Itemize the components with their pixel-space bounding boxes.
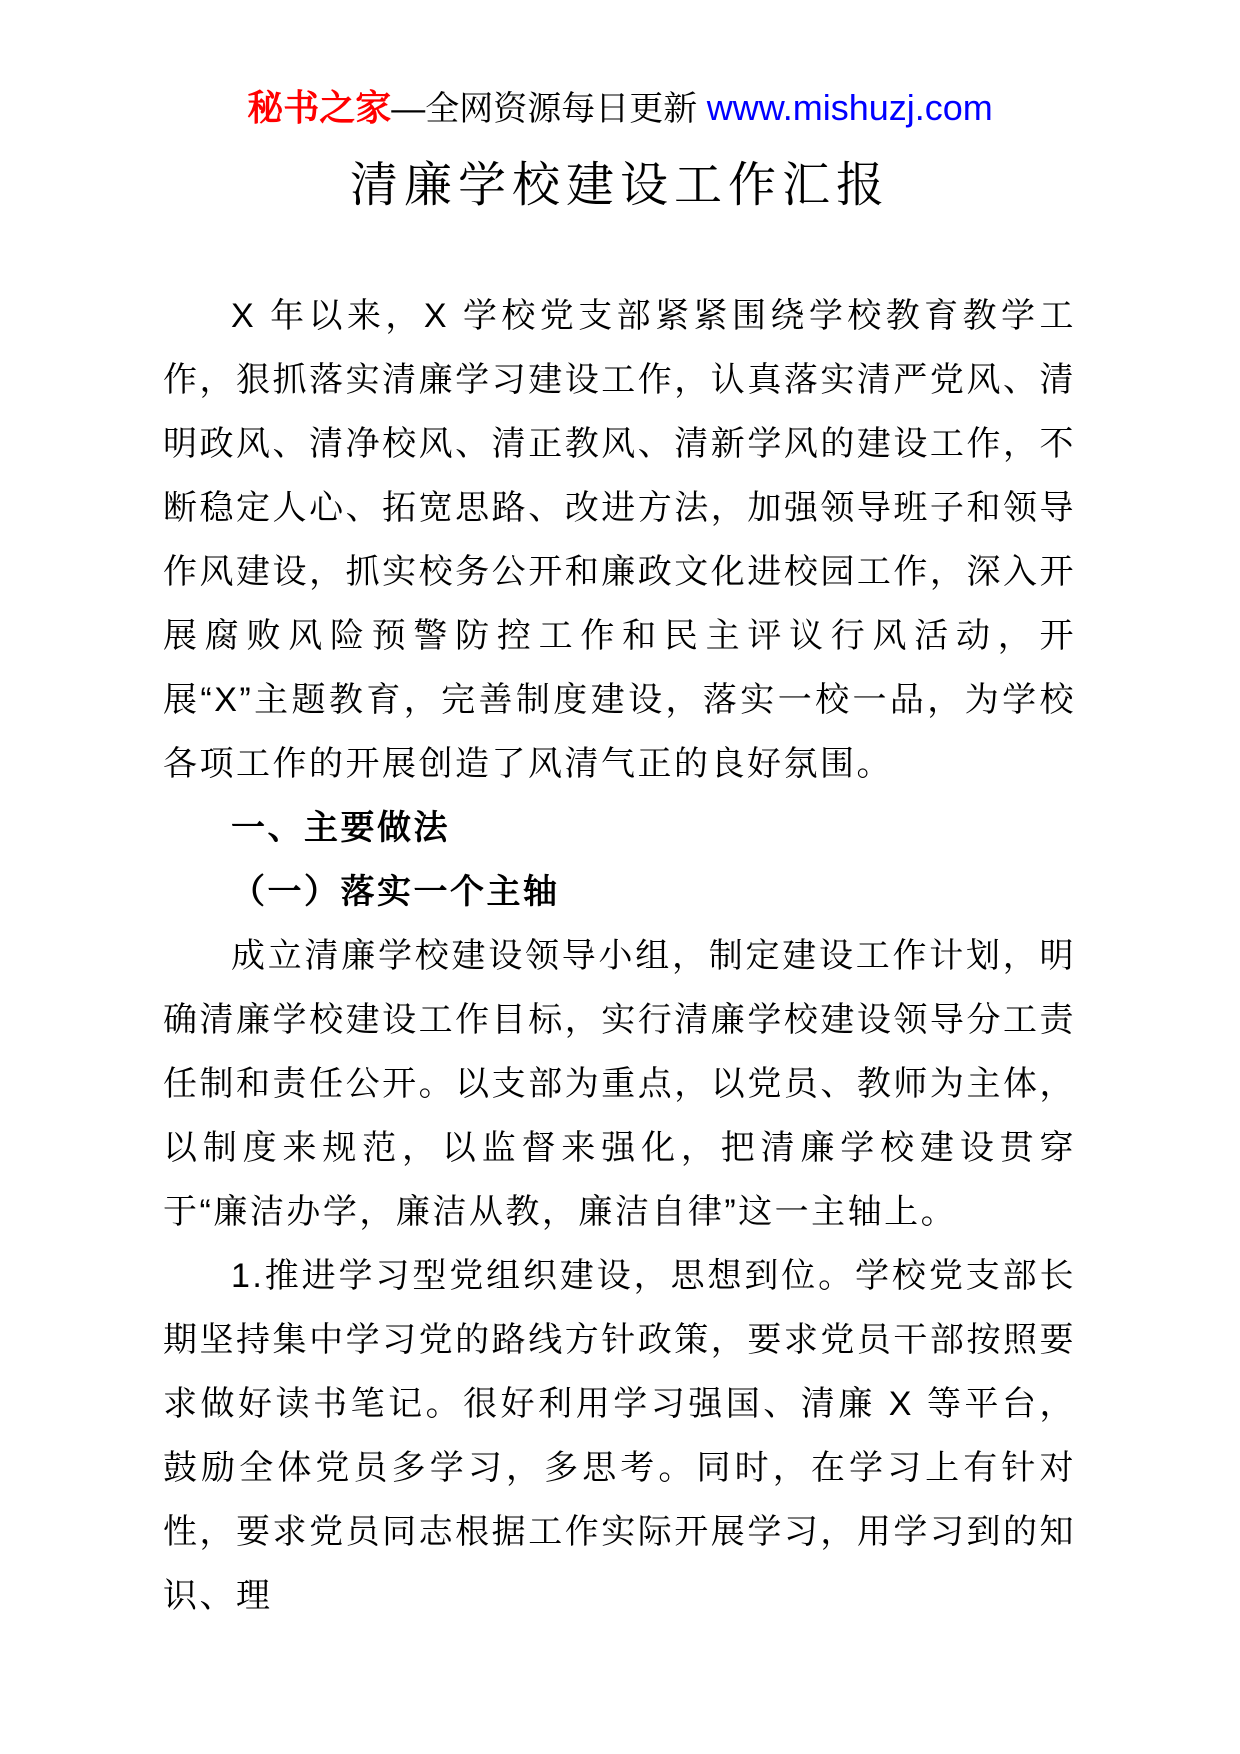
paragraph-learning-org: 1.推进学习型党组织建设，思想到位。学校党支部长期坚持集中学习党的路线方针政策，要求党员干部按照要求做好读书笔记。很好利用学习强国、清廉 X 等平台，鼓励全体党员多学习，多思考。同时，在学习上有针对性，要求党员同志根据工作实际开展学习，用学习到的知识、理 xyxy=(163,1257,1076,1615)
paragraph-intro: X 年以来，X 学校党支部紧紧围绕学校教育教学工作，狠抓落实清廉学习建设工作，认真落实清严党风、清明政风、清净校风、清正教风、清新学风的建设工作，不断稳定人心、拓宽思路、改进方法，加强领导班子和领导作风建设，抓实校务公开和廉政文化进校园工作，深入开展腐败风险预警防控工作和民主评议行风活动，开展“X”主题教育，完善制度建设，落实一校一品，为学校各项工作的开展创造了风清气正的良好氛围。 xyxy=(163,297,1076,783)
site-tagline-text: —全网资源每日更新 xyxy=(391,90,707,128)
promo-header xyxy=(0,86,1240,131)
document-body xyxy=(163,284,1076,1628)
site-brand-text: 秘书之家 xyxy=(247,87,392,128)
document-title: 清廉学校建设工作汇报 xyxy=(349,159,890,212)
site-url-link[interactable]: www.mishuzj.com xyxy=(706,87,993,128)
heading-sub-one-axis: （一）落实一个主轴 xyxy=(231,873,560,911)
paragraph-axis: 成立清廉学校建设领导小组，制定建设工作计划，明确清廉学校建设工作目标，实行清廉学校建设领导分工责任制和责任公开。以支部为重点，以党员、教师为主体，以制度来规范，以监督来强化，把清廉学校建设贯穿于“廉洁办学，廉洁从教，廉洁自律”这一主轴上。 xyxy=(163,937,1076,1231)
heading-main-practices: 一、主要做法 xyxy=(231,809,450,847)
